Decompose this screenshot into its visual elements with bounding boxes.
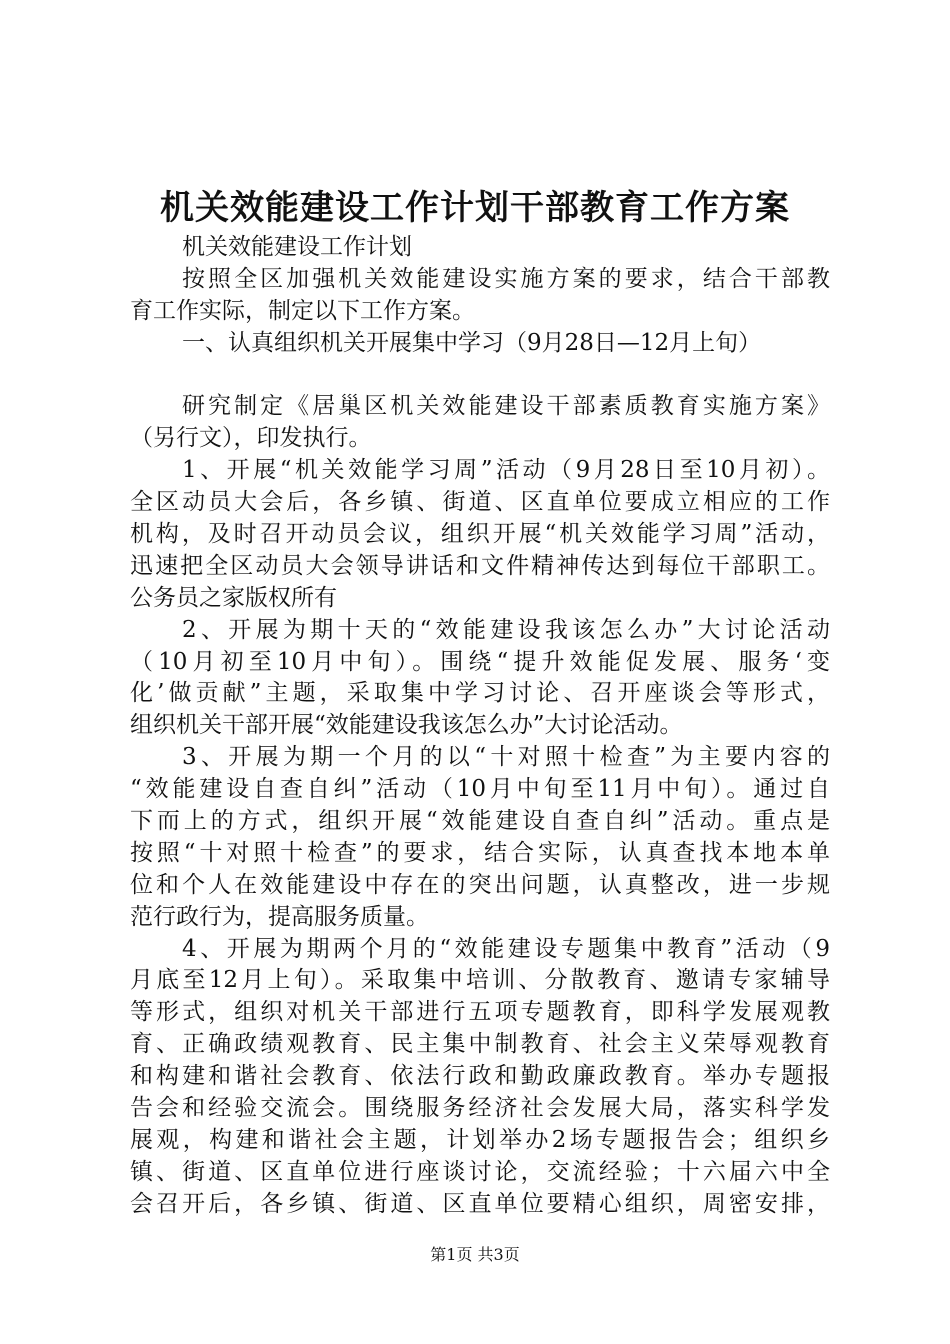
paragraph-line: 化’做贡献”主题，采取集中学习讨论、召开座谈会等形式， [130,680,830,707]
paragraph-line: （另行文），印发执行。 [130,425,372,452]
paragraph-line: 下而上的方式，组织开展“效能建设自查自纠”活动。重点是 [130,808,830,835]
section-heading: 一、认真组织机关开展集中学习（9月28日—12月上旬） [182,329,762,356]
paragraph-line: 育、正确政绩观教育、民主集中制教育、社会主义荣辱观教育 [130,1031,830,1058]
paragraph-line: 研究制定《居巢区机关效能建设干部素质教育实施方案》 [182,393,830,420]
paragraph-line: 展观，构建和谐社会主题，计划举办2场专题报告会；组织乡 [130,1126,830,1153]
document-title: 机关效能建设工作计划干部教育工作方案 [160,188,790,228]
paragraph-line: 等形式，组织对机关干部进行五项专题教育，即科学发展观教 [130,999,830,1026]
subtitle-line: 机关效能建设工作计划 [182,234,412,260]
paragraph-line: 按照全区加强机关效能建设实施方案的要求，结合干部教 [182,265,830,292]
paragraph-line: 1、开展“机关效能学习周”活动（9月28日至10月初）。 [182,457,830,484]
document-body [130,232,830,1221]
paragraph-line: 组织机关干部开展“效能建设我该怎么办”大讨论活动。 [130,712,683,739]
paragraph-line: 4、开展为期两个月的“效能建设专题集中教育”活动（9 [182,935,830,962]
paragraph-line: 按照“十对照十检查”的要求，结合实际，认真查找本地本单 [130,839,830,866]
paragraph-line: 迅速把全区动员大会领导讲话和文件精神传达到每位干部职工。 [130,552,830,579]
paragraph-line: “效能建设自查自纠”活动（10月中旬至11月中旬）。通过自 [130,776,830,803]
blank-line [130,360,830,392]
page-footer: 第1页 共3页 [430,1245,520,1264]
paragraph-line: 2、开展为期十天的“效能建设我该怎么办”大讨论活动 [182,616,830,643]
paragraph-line: 育工作实际，制定以下工作方案。 [130,297,475,324]
paragraph-line: 机构，及时召开动员会议，组织开展“机关效能学习周”活动， [130,521,830,548]
paragraph-line: 告会和经验交流会。围绕服务经济社会发展大局，落实科学发 [130,1095,830,1122]
paragraph-line: 月底至12月上旬）。采取集中培训、分散教育、邀请专家辅导 [130,967,830,994]
paragraph-line: 位和个人在效能建设中存在的突出问题，认真整改，进一步规 [130,871,830,898]
paragraph-line: 镇、街道、区直单位进行座谈讨论，交流经验；十六届六中全 [130,1158,830,1185]
paragraph-line: 全区动员大会后，各乡镇、街道、区直单位要成立相应的工作 [130,489,830,516]
paragraph-line: 3、开展为期一个月的以“十对照十检查”为主要内容的 [182,744,830,771]
paragraph-line: 范行政行为，提高服务质量。 [130,903,429,930]
paragraph-line: 会召开后，各乡镇、街道、区直单位要精心组织，周密安排， [130,1190,830,1217]
paragraph-line: 公务员之家版权所有 [130,584,337,611]
paragraph-line: （10月初至10月中旬）。围绕“提升效能促发展、服务‘变 [130,648,830,675]
paragraph-line: 和构建和谐社会教育、依法行政和勤政廉政教育。举办专题报 [130,1063,830,1090]
